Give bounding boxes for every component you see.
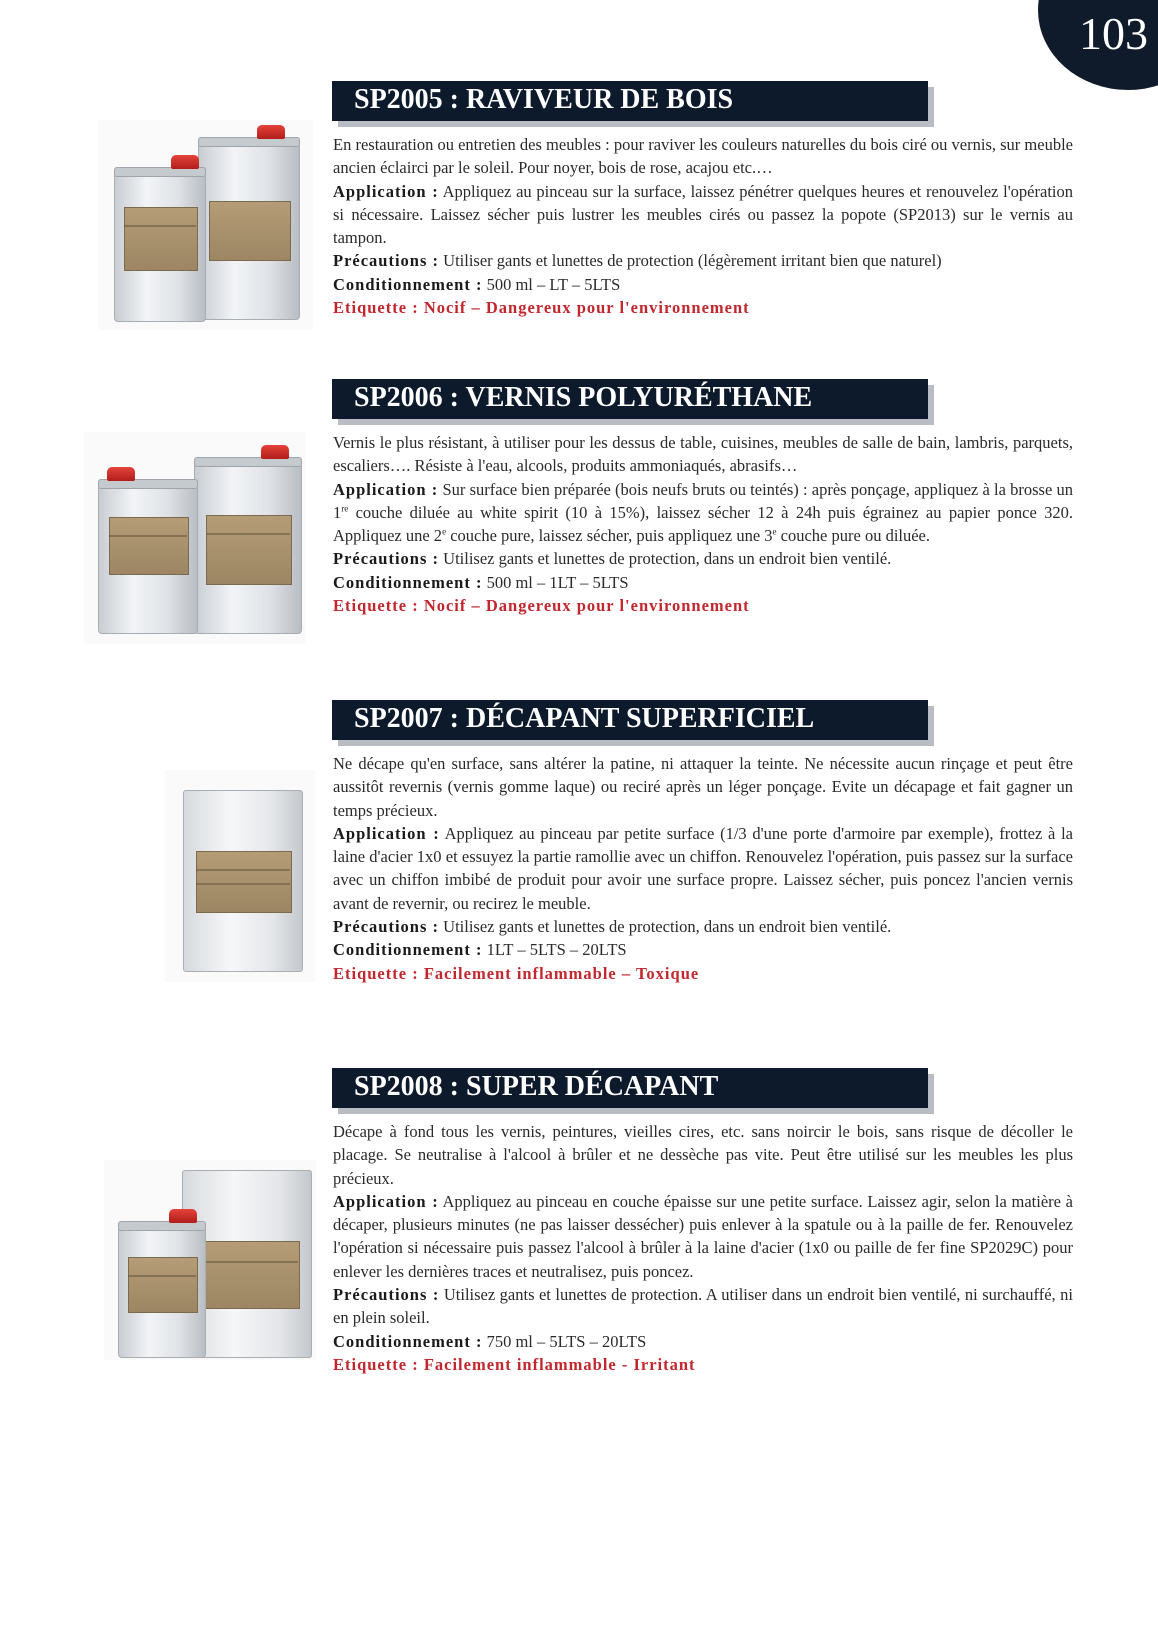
conditionnement-text: 500 ml – LT – 5LTS bbox=[482, 274, 621, 294]
precautions-paragraph bbox=[333, 1283, 1073, 1330]
precautions-paragraph bbox=[333, 547, 1073, 570]
product-description-block bbox=[333, 431, 1073, 617]
application-text: couche pure, laissez sécher, puis appliquez une 3 bbox=[446, 526, 773, 546]
application-text: couche diluée au white spirit (10 à 15%), laissez sécher 12 à 24h puis égrainez au papier ponce 320. Appliquez une 2 bbox=[333, 502, 1073, 546]
application-paragraph bbox=[333, 180, 1073, 250]
conditionnement-text: 1LT – 5LTS – 20LTS bbox=[482, 940, 627, 960]
ordinal-superscript: re bbox=[341, 503, 349, 514]
application-paragraph bbox=[333, 822, 1073, 915]
product-description: Vernis le plus résistant, à utiliser pour les dessus de table, cuisines, meubles de salle de bain, lambris, parquets, escaliers…. Résiste à l'eau, alcools, produits ammoniaqués, abrasifs… bbox=[333, 433, 1073, 476]
conditionnement-text: 750 ml – 5LTS – 20LTS bbox=[482, 1331, 647, 1351]
application-text: Appliquez au pinceau en couche épaisse sur une petite surface. Laissez agir, selon la matière à décaper, plusieurs minutes (ne pas laisser dessécher) puis enlever à la spatule ou à la paille de fer. Renouvelez l'opération si nécessaire puis passez l'alcool à brûler à la laine d'acier (1x0 ou paille de fer fine SP2029C) pour enlever les dernières traces et neutralisez, puis poncez. bbox=[333, 1191, 1074, 1281]
product-title-bar bbox=[332, 1068, 928, 1108]
conditionnement-paragraph bbox=[333, 273, 1073, 296]
conditionnement-label: Conditionnement : bbox=[333, 572, 483, 592]
page-number: 103 bbox=[1079, 8, 1148, 59]
product-title: SP2005 : RAVIVEUR DE BOIS bbox=[354, 84, 734, 115]
application-label: Application : bbox=[333, 823, 440, 843]
application-label: Application : bbox=[333, 1191, 439, 1211]
precautions-label: Précautions : bbox=[333, 251, 440, 271]
precautions-paragraph bbox=[333, 249, 1073, 272]
precautions-text: Utiliser gants et lunettes de protection (légèrement irritant bien que naturel) bbox=[439, 251, 942, 271]
precautions-label: Précautions : bbox=[333, 917, 440, 937]
ordinal-superscript: e bbox=[442, 526, 447, 537]
precautions-text: Utilisez gants et lunettes de protection. A utiliser dans un endroit bien ventilé, ni surchauffé, ni en plein soleil. bbox=[333, 1285, 1073, 1328]
precautions-label: Précautions : bbox=[333, 549, 440, 569]
application-paragraph bbox=[333, 1190, 1073, 1283]
product-title: SP2006 : VERNIS POLYURÉTHANE bbox=[354, 382, 813, 413]
precautions-text: Utilisez gants et lunettes de protection, dans un endroit bien ventilé. bbox=[439, 917, 892, 937]
application-text: Sur surface bien préparée (bois neufs bruts ou teintés) : après ponçage, appliquez à la brosse un 1 bbox=[333, 479, 1073, 522]
product-image-sp2007 bbox=[165, 770, 315, 982]
product-image-sp2005 bbox=[98, 120, 313, 330]
application-text: couche pure ou diluée. bbox=[776, 526, 931, 546]
product-title-bar bbox=[332, 700, 928, 740]
product-description-block bbox=[333, 1120, 1073, 1376]
application-label: Application : bbox=[333, 181, 439, 201]
product-image-sp2006 bbox=[84, 432, 306, 644]
application-paragraph bbox=[333, 478, 1073, 548]
product-title: SP2007 : DÉCAPANT SUPERFICIEL bbox=[354, 703, 815, 734]
product-title: SP2008 : SUPER DÉCAPANT bbox=[354, 1071, 719, 1102]
application-text: Appliquez au pinceau par petite surface (1/3 d'une porte d'armoire par exemple), frottez à la laine d'acier 1x0 et essuyez la partie ramollie avec un chiffon. Renouvelez l'opération, puis passez sur la surface avec un chiffon imbibé de produit pour avoir une surface propre. Laissez sécher, puis poncez l'ancien vernis avant de revernir, ou recirez le meuble. bbox=[333, 823, 1073, 913]
conditionnement-label: Conditionnement : bbox=[333, 274, 483, 294]
conditionnement-paragraph bbox=[333, 571, 1073, 594]
product-description: Décape à fond tous les vernis, peintures, vieilles cires, etc. sans noircir le bois, sans risque de décoller le placage. Se neutralise à l'alcool à brûler et ne dessèche pas vite. Peut être utilisé sur les meubles les plus précieux. bbox=[333, 1122, 1073, 1188]
product-title-bar bbox=[332, 379, 928, 419]
etiquette-warning: Etiquette : Facilement inflammable – Toxique bbox=[333, 963, 700, 983]
etiquette-warning: Etiquette : Facilement inflammable - Irritant bbox=[333, 1354, 696, 1374]
conditionnement-label: Conditionnement : bbox=[333, 940, 483, 960]
product-description-block bbox=[333, 133, 1073, 319]
conditionnement-label: Conditionnement : bbox=[333, 1331, 483, 1351]
precautions-label: Précautions : bbox=[333, 1285, 440, 1305]
product-image-sp2008 bbox=[104, 1160, 316, 1360]
product-description-block bbox=[333, 752, 1073, 985]
conditionnement-paragraph bbox=[333, 938, 1073, 961]
application-label: Application : bbox=[333, 479, 439, 499]
product-description: Ne décape qu'en surface, sans altérer la patine, ni attaquer la teinte. Ne nécessite aucun rinçage et peut être aussitôt revernis (vernis gomme laque) ou reciré après un léger ponçage. Evite un décapage et fait gagner un temps précieux. bbox=[333, 754, 1073, 820]
application-text: Appliquez au pinceau sur la surface, laissez pénétrer quelques heures et renouvelez l'opération si nécessaire. Laissez sécher puis lustrer les meubles cirés ou passez la popote (SP2013) sur le vernis au tampon. bbox=[333, 181, 1073, 248]
precautions-text: Utilisez gants et lunettes de protection, dans un endroit bien ventilé. bbox=[439, 549, 892, 569]
etiquette-warning: Etiquette : Nocif – Dangereux pour l'environnement bbox=[333, 596, 750, 616]
ordinal-superscript: e bbox=[772, 526, 777, 537]
conditionnement-paragraph bbox=[333, 1330, 1073, 1353]
conditionnement-text: 500 ml – 1LT – 5LTS bbox=[482, 572, 629, 592]
product-title-bar bbox=[332, 81, 928, 121]
product-description: En restauration ou entretien des meubles : pour raviver les couleurs naturelles du bois ciré ou vernis, sur meuble ancien éclairci par le soleil. Pour noyer, bois de rose, acajou etc.… bbox=[333, 135, 1073, 178]
precautions-paragraph bbox=[333, 915, 1073, 938]
etiquette-warning: Etiquette : Nocif – Dangereux pour l'environnement bbox=[333, 298, 750, 318]
